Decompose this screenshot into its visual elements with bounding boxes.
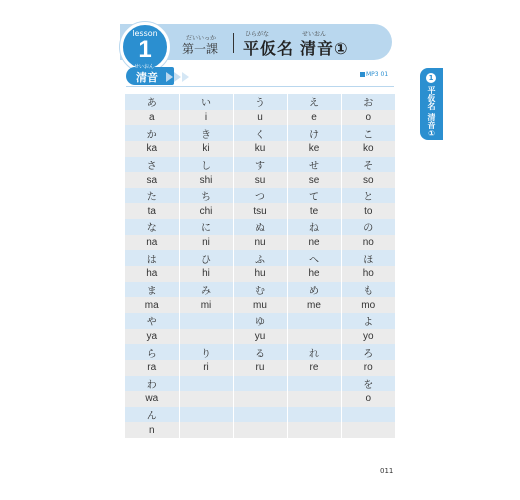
section-divider <box>126 86 394 87</box>
romaji-row <box>125 329 395 345</box>
romaji-cell: ha <box>125 266 179 282</box>
page-number: 011 <box>380 467 394 475</box>
romaji-cell: su <box>233 172 287 188</box>
romaji-cell: wa <box>125 391 179 407</box>
romaji-cell: ku <box>233 141 287 157</box>
kana-cell <box>179 407 233 423</box>
kana-row <box>125 282 395 298</box>
romaji-cell: hi <box>179 266 233 282</box>
speaker-icon <box>360 72 365 77</box>
kana-cell: さ <box>125 157 179 173</box>
kana-cell: わ <box>125 376 179 392</box>
romaji-cell <box>233 391 287 407</box>
section-ruby: せいおん <box>134 64 155 70</box>
romaji-cell: mi <box>179 297 233 313</box>
kana-row <box>125 376 395 392</box>
kana-cell: お <box>341 94 395 110</box>
topic-ruby: ひらがな <box>245 31 270 38</box>
kana-row <box>125 250 395 266</box>
sub-ruby: せいおん <box>302 31 327 38</box>
romaji-row <box>125 297 395 313</box>
sub-title: 清音① <box>300 39 349 58</box>
kana-cell <box>287 313 341 329</box>
romaji-cell: ma <box>125 297 179 313</box>
kana-cell: る <box>233 344 287 360</box>
kana-cell: ん <box>125 407 179 423</box>
romaji-cell: ke <box>287 141 341 157</box>
kana-cell: て <box>287 188 341 204</box>
topic-title: 平仮名 <box>243 39 295 58</box>
romaji-cell: ta <box>125 203 179 219</box>
romaji-row <box>125 203 395 219</box>
kana-cell: と <box>341 188 395 204</box>
kana-row <box>125 407 395 423</box>
section-label: 清音 <box>136 71 158 84</box>
romaji-cell: ya <box>125 329 179 345</box>
romaji-cell: tsu <box>233 203 287 219</box>
kana-cell: む <box>233 282 287 298</box>
lesson-label: lesson <box>132 29 158 38</box>
kana-row <box>125 313 395 329</box>
romaji-row <box>125 422 395 438</box>
kana-cell: ほ <box>341 250 395 266</box>
kana-cell: く <box>233 125 287 141</box>
romaji-cell: hu <box>233 266 287 282</box>
kana-cell: ね <box>287 219 341 235</box>
kana-cell: よ <box>341 313 395 329</box>
kana-cell: ち <box>179 188 233 204</box>
kana-cell <box>287 407 341 423</box>
kana-cell <box>233 407 287 423</box>
kana-cell: を <box>341 376 395 392</box>
romaji-cell <box>179 422 233 438</box>
audio-track[interactable] <box>360 71 388 78</box>
romaji-cell: ro <box>341 360 395 376</box>
romaji-cell: no <box>341 235 395 251</box>
romaji-row <box>125 235 395 251</box>
kana-cell: な <box>125 219 179 235</box>
kana-cell: す <box>233 157 287 173</box>
kana-row <box>125 125 395 141</box>
audio-label: MP3 01 <box>366 71 389 78</box>
kana-cell: ふ <box>233 250 287 266</box>
romaji-cell: ri <box>179 360 233 376</box>
kana-cell: り <box>179 344 233 360</box>
romaji-cell <box>341 422 395 438</box>
romaji-cell: ra <box>125 360 179 376</box>
romaji-cell: ki <box>179 141 233 157</box>
arrow-icon <box>182 72 189 82</box>
romaji-cell: o <box>341 110 395 126</box>
kana-row <box>125 94 395 110</box>
kana-cell: つ <box>233 188 287 204</box>
lesson-number: 1 <box>138 36 152 63</box>
kana-cell: や <box>125 313 179 329</box>
kana-cell: き <box>179 125 233 141</box>
title-separator <box>233 33 234 53</box>
romaji-cell <box>287 391 341 407</box>
kana-row <box>125 344 395 360</box>
kana-cell <box>287 376 341 392</box>
course-ruby: だいいっか <box>186 35 217 42</box>
romaji-cell: sa <box>125 172 179 188</box>
kana-cell: ひ <box>179 250 233 266</box>
kana-row <box>125 157 395 173</box>
kana-row <box>125 188 395 204</box>
kana-cell: け <box>287 125 341 141</box>
romaji-cell: ho <box>341 266 395 282</box>
romaji-row <box>125 360 395 376</box>
romaji-cell: e <box>287 110 341 126</box>
kana-cell: ゆ <box>233 313 287 329</box>
kana-cell: ろ <box>341 344 395 360</box>
romaji-row <box>125 110 395 126</box>
kana-cell: に <box>179 219 233 235</box>
kana-cell: こ <box>341 125 395 141</box>
romaji-row <box>125 172 395 188</box>
kana-cell: う <box>233 94 287 110</box>
romaji-cell: se <box>287 172 341 188</box>
arrow-icon <box>166 72 173 82</box>
romaji-cell: yo <box>341 329 395 345</box>
kana-cell <box>233 376 287 392</box>
romaji-cell: u <box>233 110 287 126</box>
romaji-cell <box>179 391 233 407</box>
kana-cell: は <box>125 250 179 266</box>
romaji-cell: i <box>179 110 233 126</box>
romaji-cell: ni <box>179 235 233 251</box>
kana-cell: れ <box>287 344 341 360</box>
kana-cell: み <box>179 282 233 298</box>
kana-cell: ぬ <box>233 219 287 235</box>
romaji-cell: mu <box>233 297 287 313</box>
kana-cell: え <box>287 94 341 110</box>
romaji-cell: he <box>287 266 341 282</box>
course-title: 第一課 <box>182 42 219 56</box>
romaji-cell: ne <box>287 235 341 251</box>
romaji-cell: n <box>125 422 179 438</box>
tab-number: 1 <box>426 73 436 83</box>
romaji-cell <box>287 329 341 345</box>
kana-row <box>125 219 395 235</box>
kana-cell <box>179 313 233 329</box>
romaji-cell <box>233 422 287 438</box>
romaji-row <box>125 266 395 282</box>
kana-cell: め <box>287 282 341 298</box>
chapter-side-tab <box>420 68 443 140</box>
romaji-cell: ko <box>341 141 395 157</box>
romaji-cell: na <box>125 235 179 251</box>
romaji-cell: re <box>287 360 341 376</box>
romaji-row <box>125 141 395 157</box>
kana-cell: も <box>341 282 395 298</box>
kana-cell: い <box>179 94 233 110</box>
romaji-cell: to <box>341 203 395 219</box>
romaji-cell: nu <box>233 235 287 251</box>
romaji-cell: ka <box>125 141 179 157</box>
kana-cell <box>179 376 233 392</box>
kana-cell: か <box>125 125 179 141</box>
romaji-cell: a <box>125 110 179 126</box>
kana-cell: ら <box>125 344 179 360</box>
kana-cell: あ <box>125 94 179 110</box>
romaji-cell: me <box>287 297 341 313</box>
arrow-icon <box>174 72 181 82</box>
kana-cell: の <box>341 219 395 235</box>
romaji-cell: te <box>287 203 341 219</box>
romaji-cell: shi <box>179 172 233 188</box>
tab-text: 平仮名 清音① <box>427 86 436 138</box>
kana-cell: へ <box>287 250 341 266</box>
kana-cell: ま <box>125 282 179 298</box>
romaji-cell: chi <box>179 203 233 219</box>
kana-cell <box>341 407 395 423</box>
kana-cell: そ <box>341 157 395 173</box>
kana-table <box>125 94 395 438</box>
romaji-cell: yu <box>233 329 287 345</box>
romaji-cell: mo <box>341 297 395 313</box>
romaji-cell <box>287 422 341 438</box>
romaji-cell: so <box>341 172 395 188</box>
romaji-cell: o <box>341 391 395 407</box>
romaji-cell <box>179 329 233 345</box>
kana-cell: せ <box>287 157 341 173</box>
kana-cell: し <box>179 157 233 173</box>
romaji-cell: ru <box>233 360 287 376</box>
romaji-row <box>125 391 395 407</box>
kana-cell: た <box>125 188 179 204</box>
